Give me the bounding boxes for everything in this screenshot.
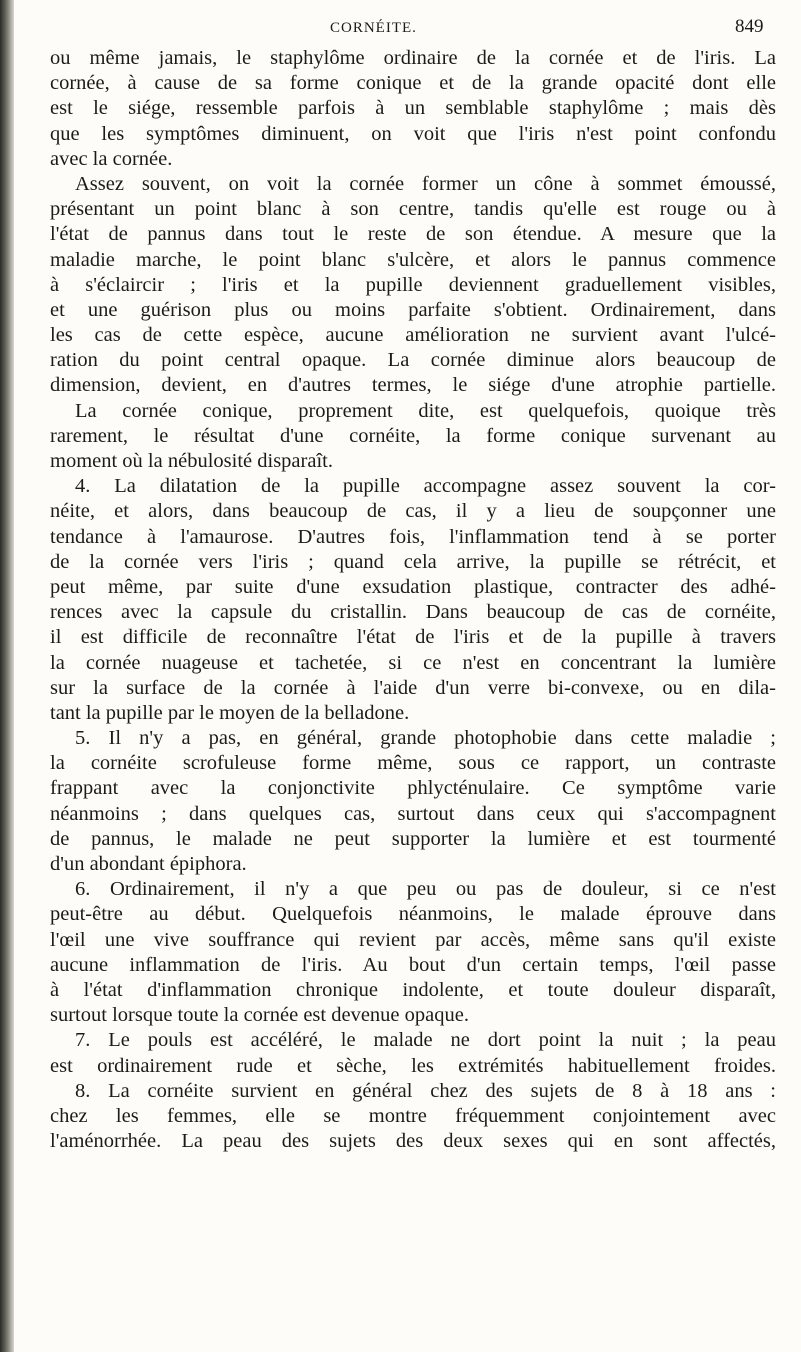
- page-header: [0, 6, 801, 46]
- text-line: avec la cornée.: [50, 147, 173, 170]
- text-line: néite, et alors, dans beaucoup de cas, il y a lieu de soupçonner une: [50, 500, 776, 523]
- text-line: que les symptômes diminuent, on voit que l'iris n'est point confondu: [50, 122, 776, 145]
- text-line: chez les femmes, elle se montre fréquemment conjointement avec: [50, 1104, 776, 1127]
- text-line: peut même, par suite d'une exsudation plastique, contracter des adhé-: [50, 575, 776, 598]
- text-line: surtout lorsque toute la cornée est devenue opaque.: [50, 1004, 469, 1027]
- text-line: Assez souvent, on voit la cornée former un cône à sommet émoussé,: [75, 172, 776, 195]
- text-line: maladie marche, le point blanc s'ulcère, et alors le pannus commence: [50, 248, 776, 271]
- page-number: 849: [735, 16, 764, 37]
- text-line: 4. La dilatation de la pupille accompagne assez souvent la cor-: [75, 475, 776, 498]
- text-line: l'œil une vive souffrance qui revient par accès, même sans qu'il existe: [50, 928, 776, 951]
- text-line: l'aménorrhée. La peau des sujets des deux sexes qui en sont affectés,: [50, 1130, 776, 1153]
- text-line: 7. Le pouls est accéléré, le malade ne dort point la nuit ; la peau: [75, 1029, 776, 1052]
- text-line: ou même jamais, le staphylôme ordinaire de la cornée et de l'iris. La: [50, 47, 776, 69]
- text-line: peut-être au début. Quelquefois néanmoins, le malade éprouve dans: [50, 903, 776, 926]
- text-line: est ordinairement rude et sèche, les extrémités habituellement froides.: [50, 1054, 776, 1077]
- page-binding-edge: [0, 0, 14, 1352]
- text-line: et une guérison plus ou moins parfaite s'obtient. Ordinairement, dans: [50, 298, 776, 321]
- text-line: La cornée conique, proprement dite, est quelquefois, quoique très: [75, 399, 776, 422]
- text-line: d'un abondant épiphora.: [50, 853, 247, 875]
- text-line: néanmoins ; dans quelques cas, surtout dans ceux qui s'accompagnent: [50, 802, 776, 825]
- text-line: 5. Il n'y a pas, en général, grande photophobie dans cette maladie ;: [75, 727, 776, 750]
- text-line: moment où la nébulosité disparaît.: [50, 450, 333, 472]
- text-line: les cas de cette espèce, aucune amélioration ne survient avant l'ulcé-: [50, 324, 776, 347]
- text-line: rarement, le résultat d'une cornéite, la forme conique survenant au: [50, 424, 776, 447]
- text-line: cornée, à cause de sa forme conique et de la grande opacité dont elle: [50, 72, 776, 95]
- text-line: tant la pupille par le moyen de la belladone.: [50, 701, 410, 724]
- text-line: sur la surface de la cornée à l'aide d'un verre bi-convexe, ou en dila-: [50, 676, 776, 699]
- body-text: [50, 46, 776, 1154]
- text-line: il est difficile de reconnaître l'état de l'iris et de la pupille à travers: [50, 626, 776, 649]
- text-line: de la cornée vers l'iris ; quand cela arrive, la pupille se rétrécit, et: [50, 550, 776, 573]
- text-line: 8. La cornéite survient en général chez des sujets de 8 à 18 ans :: [75, 1079, 776, 1102]
- text-line: tendance à l'amaurose. D'autres fois, l'inflammation tend à se porter: [50, 525, 776, 548]
- text-line: est le siége, ressemble parfois à un semblable staphylôme ; mais dès: [50, 97, 776, 120]
- text-line: à s'éclaircir ; l'iris et la pupille deviennent graduellement visibles,: [50, 273, 776, 296]
- text-line: rences avec la capsule du cristallin. Dans beaucoup de cas de cornéite,: [50, 601, 776, 624]
- text-line: dimension, devient, en d'autres termes, le siége d'une atrophie partielle.: [50, 374, 776, 397]
- text-line: l'état de pannus dans tout le reste de son étendue. A mesure que la: [50, 223, 776, 246]
- text-line: aucune inflammation de l'iris. Au bout d'un certain temps, l'œil passe: [50, 953, 776, 976]
- text-line: la cornée nuageuse et tachetée, si ce n'est en concentrant la lumière: [50, 651, 776, 674]
- text-line: présentant un point blanc à son centre, tandis qu'elle est rouge ou à: [50, 198, 776, 221]
- text-line: à l'état d'inflammation chronique indolente, et toute douleur disparaît,: [50, 978, 776, 1001]
- text-line: ration du point central opaque. La cornée diminue alors beaucoup de: [50, 349, 776, 372]
- text-line: la cornéite scrofuleuse forme même, sous ce rapport, un contraste: [50, 752, 776, 775]
- text-line: 6. Ordinairement, il n'y a que peu ou pas de douleur, si ce n'est: [75, 878, 776, 901]
- text-line: de pannus, le malade ne peut supporter la lumière et est tourmenté: [50, 827, 776, 850]
- running-title: CORNÉITE.: [330, 20, 417, 36]
- text-line: frappant avec la conjonctivite phlycténulaire. Ce symptôme varie: [50, 777, 776, 800]
